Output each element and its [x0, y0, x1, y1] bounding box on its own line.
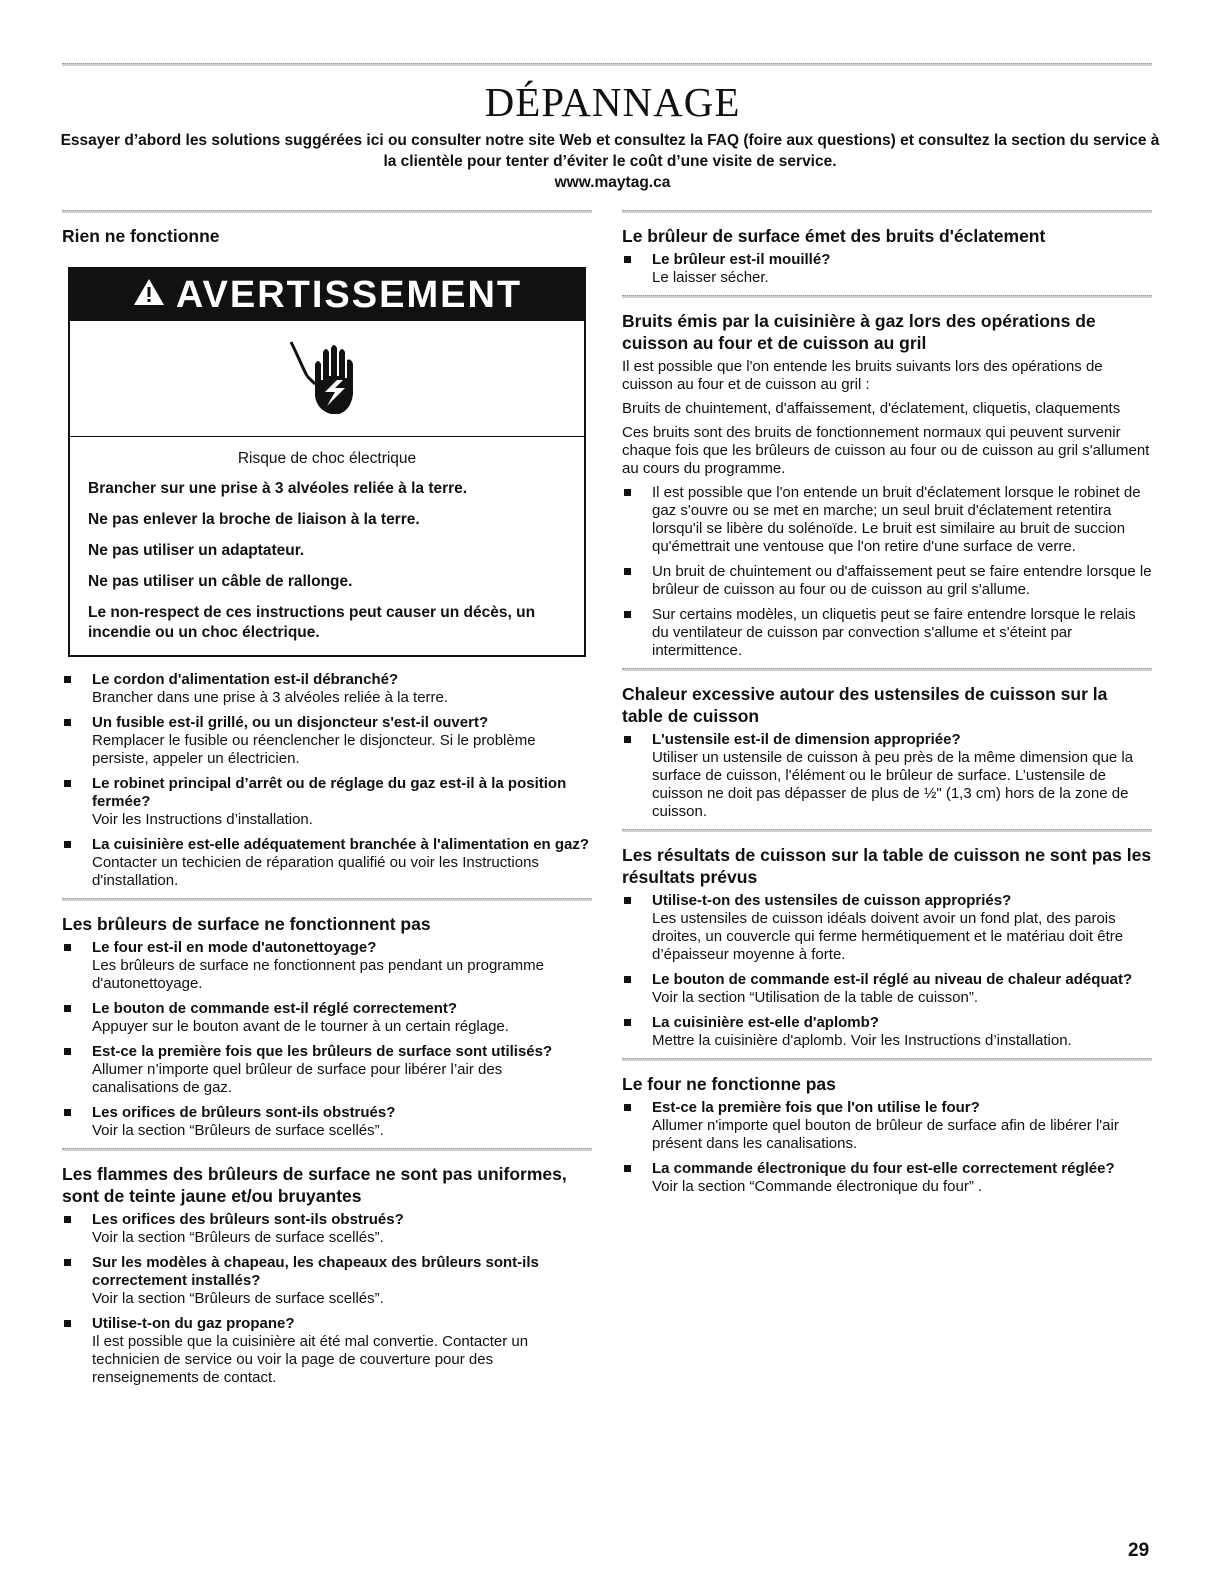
question: La commande électronique du four est-elle correctement réglée?: [652, 1160, 1115, 1177]
section-popping-noise: [622, 225, 1152, 287]
list-item: [62, 836, 592, 890]
section-divider: [62, 210, 592, 213]
warning-line: Ne pas utiliser un adaptateur.: [88, 542, 305, 559]
answer: Voir la section “Commande électronique du four” .: [652, 1178, 983, 1195]
list-item: [622, 251, 1152, 287]
answer: Allumer n’importe quel brûleur de surface pour libérer l’air des canalisations de gaz.: [92, 1061, 503, 1096]
page-title: DÉPANNAGE: [484, 79, 741, 125]
item-list: [622, 1099, 1152, 1196]
list-item: [622, 1014, 1152, 1050]
item-list: [62, 1211, 592, 1387]
bullet: [64, 1048, 71, 1055]
answer: Brancher dans une prise à 3 alvéoles reliée à la terre.: [92, 689, 449, 706]
answer: Mettre la cuisinière d'aplomb. Voir les Instructions d’installation.: [652, 1032, 1072, 1049]
question: Un fusible est-il grillé, ou un disjoncteur s'est-il ouvert?: [92, 714, 489, 731]
section-divider: [62, 1148, 592, 1151]
list-item: [62, 671, 592, 707]
answer: Contacter un techicien de réparation qualifié ou voir les Instructions d'installation.: [92, 854, 539, 889]
answer: Voir la section “Brûleurs de surface scellés”.: [92, 1229, 384, 1246]
section-flames: [62, 1163, 592, 1387]
list-item: [62, 1043, 592, 1097]
bullet: [64, 1109, 71, 1116]
section-divider: [62, 898, 592, 901]
paragraph: Bruits de chuintement, d'affaissement, d'éclatement, cliquetis, claquements: [622, 400, 1121, 417]
list-item: [62, 775, 592, 829]
list-item: [62, 1000, 592, 1036]
answer: Le laisser sécher.: [652, 269, 769, 286]
list-item: [622, 731, 1152, 821]
answer: Voir les Instructions d’installation.: [92, 811, 313, 828]
warning-header: [70, 269, 584, 321]
list-item: [62, 1254, 592, 1308]
bullet: [624, 1165, 631, 1172]
item-list: [622, 251, 1152, 287]
list-item: [62, 1211, 592, 1247]
warning-triangle-icon: [132, 274, 166, 317]
question: Utilise-t-on du gaz propane?: [92, 1315, 295, 1332]
list-item: [622, 563, 1152, 599]
website-link[interactable]: www.maytag.ca: [554, 174, 671, 191]
answer: Les ustensiles de cuisson idéals doivent avoir un fond plat, des parois droites, un couvercle qui ferme hermétiquement et le matériau doit être d’épaisseur moyenne à forte.: [652, 910, 1124, 963]
section-divider: [622, 668, 1152, 671]
question: Sur les modèles à chapeau, les chapeaux des brûleurs sont-ils correctement installés?: [92, 1254, 539, 1289]
paragraph: Ces bruits sont des bruits de fonctionnement normaux qui peuvent survenir chaque fois que les brûleurs de cuisson au four ou de cuisson au gril s'allument au cours du programme.: [622, 424, 1150, 477]
section-divider: [622, 1058, 1152, 1061]
question: L'ustensile est-il de dimension appropriée?: [652, 731, 961, 748]
list-item: [622, 892, 1152, 964]
question: Les orifices des brûleurs sont-ils obstrués?: [92, 1211, 404, 1228]
warning-line: Ne pas enlever la broche de liaison à la terre.: [88, 511, 420, 528]
list-item: [622, 606, 1152, 660]
section-title: Les flammes des brûleurs de surface ne sont pas uniformes, sont de teinte jaune et/ou bruyantes: [62, 1164, 567, 1206]
question: Le four est-il en mode d'autonettoyage?: [92, 939, 377, 956]
list-item: [62, 939, 592, 993]
warning-line: Ne pas utiliser un câble de rallonge.: [88, 573, 353, 590]
answer: Voir la section “Brûleurs de surface scellés”.: [92, 1290, 384, 1307]
question: Le bouton de commande est-il réglé correctement?: [92, 1000, 458, 1017]
question: Le cordon d'alimentation est-il débranché?: [92, 671, 399, 688]
question: Le brûleur est-il mouillé?: [652, 251, 831, 268]
answer: Les brûleurs de surface ne fonctionnent pas pendant un programme d'autonettoyage.: [92, 957, 544, 992]
list-item: [62, 1104, 592, 1140]
bullet: [64, 780, 71, 787]
question: Utilise-t-on des ustensiles de cuisson appropriés?: [652, 892, 1012, 909]
section-divider: [622, 295, 1152, 298]
question: Est-ce la première fois que les brûleurs de surface sont utilisés?: [92, 1043, 553, 1060]
bullet: [624, 611, 631, 618]
answer: Voir la section “Brûleurs de surface scellés”.: [92, 1122, 384, 1139]
item-list: [622, 484, 1152, 660]
section-title: Le brûleur de surface émet des bruits d'éclatement: [622, 226, 1046, 246]
item-list: [622, 731, 1152, 821]
section-gas-noises: [622, 310, 1152, 660]
section-title: Bruits émis par la cuisinière à gaz lors des opérations de cuisson au four et de cuisson au gril: [622, 311, 1096, 353]
item-list: [622, 892, 1152, 1050]
answer: Allumer n'importe quel bouton de brûleur de surface afin de libérer l'air présent dans les canalisations.: [652, 1117, 1119, 1152]
item-text: Sur certains modèles, un cliquetis peut se faire entendre lorsque le relais du ventilateur de cuisson par convection s'allume et s'éteint par intermittence.: [652, 606, 1136, 659]
bullet: [64, 1320, 71, 1327]
bullet: [624, 897, 631, 904]
item-text: Il est possible que l'on entende un bruit d'éclatement lorsque le robinet de gaz s'ouvre ou se met en marche; un seul bruit d'éclatement retentira lorsqu'il se libère du solénoïde. Le bruit est similaire au bruit de succion qu'émettrait une ventouse que l'on retire d'une surface de verre.: [652, 484, 1141, 555]
question: Les orifices de brûleurs sont-ils obstrués?: [92, 1104, 396, 1121]
bullet: [64, 1216, 71, 1223]
warning-body: [70, 437, 584, 655]
warning-box: [68, 267, 586, 657]
item-list: [62, 671, 592, 890]
page-number: 29: [1128, 1540, 1150, 1561]
list-item: [622, 1099, 1152, 1153]
question: Le bouton de commande est-il réglé au niveau de chaleur adéquat?: [652, 971, 1133, 988]
bullet: [624, 1019, 631, 1026]
section-divider: [622, 210, 1152, 213]
bullet: [64, 841, 71, 848]
section-nothing-works: [62, 225, 592, 890]
top-rule: [62, 63, 1152, 66]
section-title: Les résultats de cuisson sur la table de cuisson ne sont pas les résultats prévus: [622, 845, 1152, 887]
section-divider: [622, 829, 1152, 832]
bullet: [624, 736, 631, 743]
bullet: [624, 568, 631, 575]
bullet: [64, 1259, 71, 1266]
item-list: [62, 939, 592, 1140]
warning-line: Le non-respect de ces instructions peut causer un décès, un incendie ou un choc électrique.: [88, 604, 536, 641]
question: La cuisinière est-elle adéquatement branchée à l'alimentation en gaz?: [92, 836, 590, 853]
list-item: [62, 714, 592, 768]
section-title: Le four ne fonctionne pas: [622, 1074, 836, 1094]
section-title: Les brûleurs de surface ne fonctionnent pas: [62, 914, 431, 934]
bullet: [64, 719, 71, 726]
bullet: [624, 256, 631, 263]
bullet: [64, 676, 71, 683]
section-surface-burners: [62, 913, 592, 1140]
item-text: Un bruit de chuintement ou d'affaissement peut se faire entendre lorsque le brûleur de cuisson au four ou de cuisson au gril s'allume.: [652, 563, 1152, 598]
electric-shock-icon: [70, 321, 584, 437]
section-cooking-results: [622, 844, 1152, 1050]
paragraph: Il est possible que l'on entende les bruits suivants lors des opérations de cuisson au four et de cuisson au gril :: [622, 358, 1103, 393]
answer: Il est possible que la cuisinière ait été mal convertie. Contacter un technicien de service ou voir la page de couverture pour des renseignements de contact.: [92, 1333, 529, 1386]
question: Le robinet principal d’arrêt ou de réglage du gaz est-il à la position fermée?: [92, 775, 567, 810]
bullet: [64, 1005, 71, 1012]
warning-line: Brancher sur une prise à 3 alvéoles reliée à la terre.: [88, 480, 468, 497]
bullet: [64, 944, 71, 951]
section-title: Chaleur excessive autour des ustensiles de cuisson sur la table de cuisson: [622, 684, 1108, 726]
left-column: [62, 210, 592, 1395]
right-column: [622, 210, 1152, 1204]
answer: Remplacer le fusible ou réenclencher le disjoncteur. Si le problème persiste, appeler un électricien.: [92, 732, 536, 767]
list-item: [622, 484, 1152, 556]
section-excessive-heat: [622, 683, 1152, 821]
question: Est-ce la première fois que l'on utilise le four?: [652, 1099, 980, 1116]
section-title: Rien ne fonctionne: [62, 226, 220, 246]
bullet: [624, 1104, 631, 1111]
answer: Voir la section “Utilisation de la table de cuisson”.: [652, 989, 979, 1006]
answer: Appuyer sur le bouton avant de le tourner à un certain réglage.: [92, 1018, 509, 1035]
bullet: [624, 489, 631, 496]
list-item: [62, 1315, 592, 1387]
warning-risk: Risque de choc électrique: [237, 450, 417, 467]
question: La cuisinière est-elle d'aplomb?: [652, 1014, 879, 1031]
answer: Utiliser un ustensile de cuisson à peu près de la même dimension que la surface de cuisson, l'élément ou le brûleur de surface. L’ustensile de cuisson ne doit pas dépasser de plus de ½" (1,3 cm) hors de la zone de cuisson.: [652, 749, 1134, 820]
section-oven-not-working: [622, 1073, 1152, 1196]
bullet: [624, 976, 631, 983]
list-item: [622, 971, 1152, 1007]
warning-header-label: AVERTISSEMENT: [175, 273, 523, 316]
intro-text: Essayer d’abord les solutions suggérées ici ou consulter notre site Web et consultez la FAQ (foire aux questions) et consultez la section du service à la clientèle pour tenter d’éviter le coût d’une visite de service.: [60, 132, 1160, 170]
list-item: [622, 1160, 1152, 1196]
